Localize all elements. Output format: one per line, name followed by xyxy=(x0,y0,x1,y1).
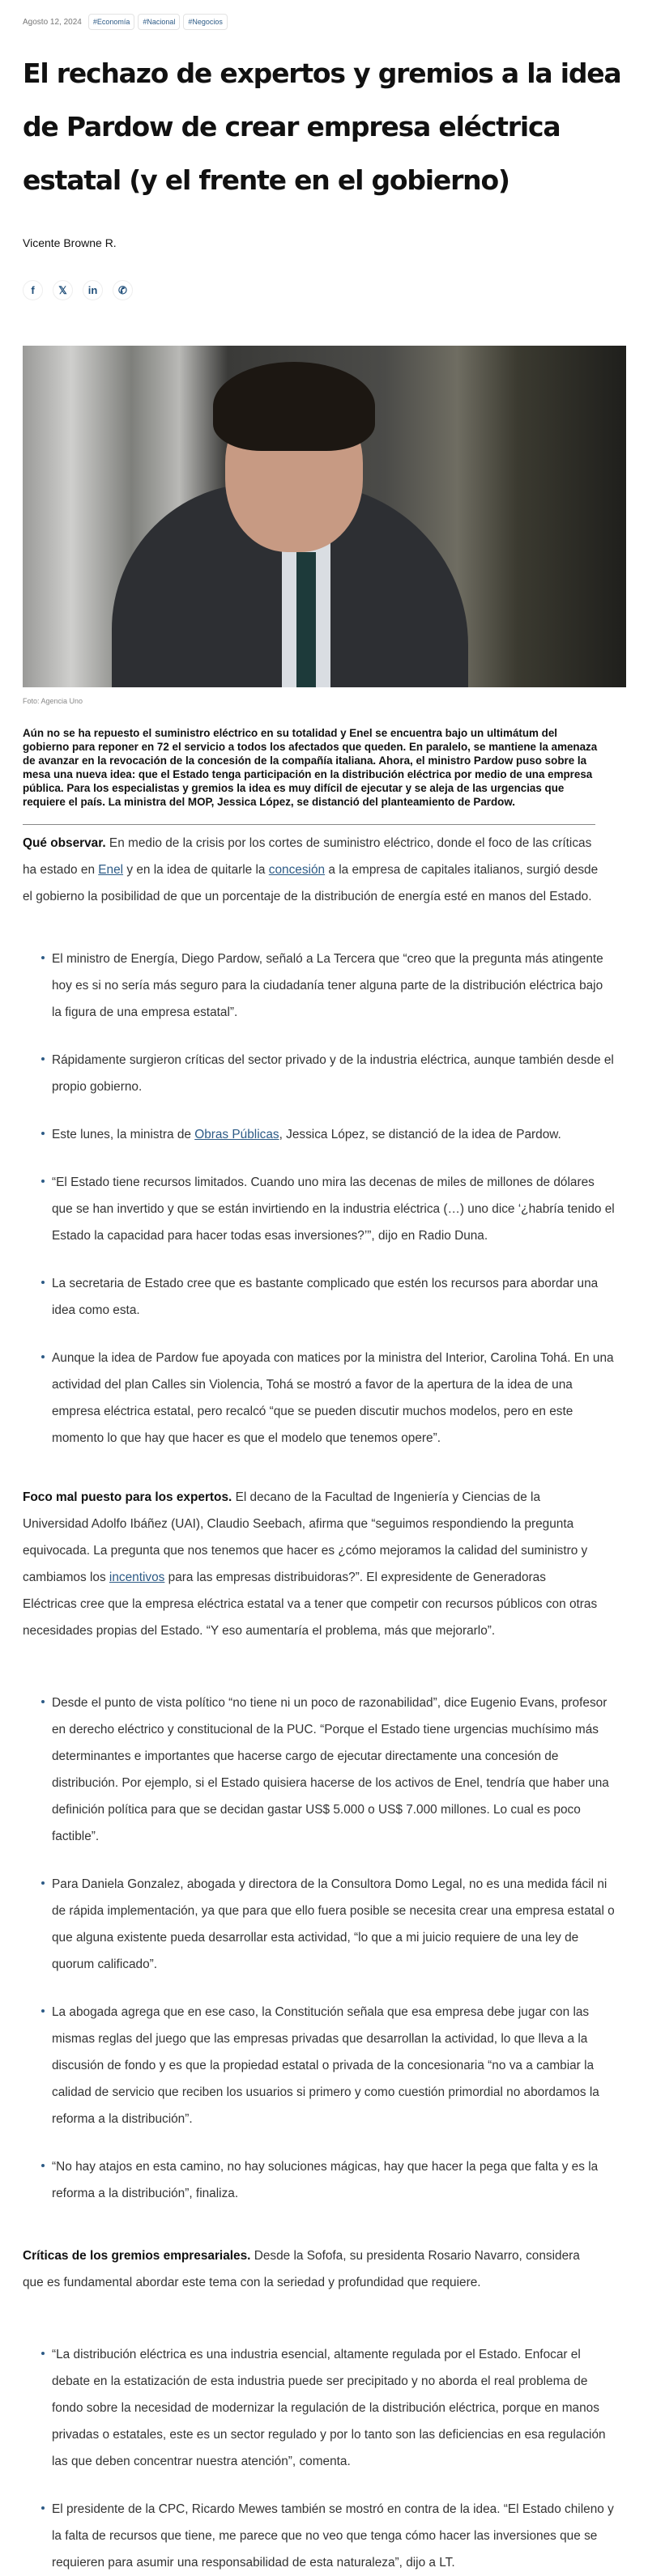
author-name[interactable]: Vicente Browne R. xyxy=(23,236,117,249)
photo-caption: Foto: Agencia Uno xyxy=(23,697,83,705)
list-item: Este lunes, la ministra de Obras Públicas, Jessica López, se distanció de la idea de Pardow. xyxy=(52,1121,615,1148)
publish-date: Agosto 12, 2024 xyxy=(23,17,82,27)
list-item: La abogada agrega que en ese caso, la Constitución señala que esa empresa debe jugar con las mismas reglas del juego que las empresas privadas que desarrollan la actividad, lo que lleva a la discusión de fondo y es que la propiedad estatal o privada de la concesionaria “no va a cambiar la calidad de servicio que reciben los usuarios si primero y como cuestión primordial no abordamos la reforma a la distribución”. xyxy=(52,1999,615,2132)
list-item: Rápidamente surgieron críticas del sector privado y de la industria eléctrica, aunque también desde el propio gobierno. xyxy=(52,1047,615,1100)
x-icon[interactable]: 𝕏 xyxy=(53,280,73,300)
section-que-observar: Qué observar. En medio de la crisis por los cortes de suministro eléctrico, donde el foco de las críticas ha estado en Enel y en la idea de quitarle la concesión a la empresa de capitales italianos, surgió desde el gobierno la posibilidad de que un porcentaje de la distribución de energía esté en manos del Estado. xyxy=(23,836,599,903)
link-obras-publicas[interactable]: Obras Públicas xyxy=(194,1128,279,1141)
share-bar xyxy=(23,280,625,300)
list-item: “La distribución eléctrica es una industria esencial, altamente regulada por el Estado. Enfocar el debate en la estatización de esta industria puede ser precipitado y no aborda el real problema de fondo sobre la necesidad de modernizar la regulación de la distribución eléctrica, porque en manos privadas o estatales, este es un sector regulado y por lo tanto son las deficiencias en esa regulación las que deben concentrar nuestra atención”, comenta. xyxy=(52,2341,615,2475)
list-item: Aunque la idea de Pardow fue apoyada con matices por la ministra del Interior, Carolina Tohá. En una actividad del plan Calles sin Violencia, Tohá se mostró a favor de la apertura de la idea de una empresa eléctrica estatal, pero recalcó “que se pueden discutir muchos modelos, pero en este momento lo que hay que hacer es que el modelo que tenemos opere”. xyxy=(52,1345,615,1452)
bullet-list-1 xyxy=(52,946,615,1452)
list-item: El presidente de la CPC, Ricardo Mewes también se mostró en contra de la idea. “El Estado chileno y la falta de recursos que tiene, me parece que no veo que tenga cómo hacer las inversiones que se requieren para asumir una responsabilidad de esta naturaleza”, dijo a LT. xyxy=(52,2496,615,2576)
link-enel[interactable]: Enel xyxy=(98,863,124,877)
linkedin-icon[interactable]: in xyxy=(83,280,103,300)
list-item: “No hay atajos en esta camino, no hay soluciones mágicas, hay que hacer la pega que falta y es la reforma a la distribución”, finaliza. xyxy=(52,2153,615,2207)
article-photo xyxy=(23,346,626,687)
article-title: El rechazo de expertos y gremios a la idea de Pardow de crear empresa eléctrica estatal (y el frente en el gobierno) xyxy=(23,57,621,196)
list-item: La secretaria de Estado cree que es bastante complicado que estén los recursos para abordar una idea como esta. xyxy=(52,1270,615,1324)
facebook-icon[interactable]: f xyxy=(23,280,43,300)
tag-nacional[interactable]: #Nacional xyxy=(138,14,180,30)
list-item: Para Daniela Gonzalez, abogada y directora de la Consultora Domo Legal, no es una medida fácil ni de rápida implementación, ya que para que ello fuera posible se necesita crear una empresa estatal o que alguna existente pueda desarrollar esta actividad, “lo que a mi juicio requiere de una ley de quorum calificado”. xyxy=(52,1871,615,1978)
tag-economia[interactable]: #Economía xyxy=(88,14,135,30)
list-item: Desde el punto de vista político “no tiene ni un poco de razonabilidad”, dice Eugenio Evans, profesor en derecho eléctrico y constitucional de la PUC. “Porque el Estado tiene urgencias muchísimo más determinantes e importantes que hacerse cargo de ejecutar directamente una concesión de distribución. Por ejemplo, si el Estado quisiera hacerse de los activos de Enel, tendría que haber una definición política para que se decidan gastar US$ 5.000 o US$ 7.000 millones. Lo cual es poco factible”. xyxy=(52,1690,615,1850)
link-concesion[interactable]: concesión xyxy=(268,863,326,877)
whatsapp-icon[interactable]: ✆ xyxy=(113,280,133,300)
section-criticas-gremios: Críticas de los gremios empresariales. Desde la Sofofa, su presidenta Rosario Navarro, considera que es fundamental abordar este tema con la seriedad y profundidad que requiere. xyxy=(23,2249,580,2289)
bullet-list-2 xyxy=(52,1690,615,2207)
list-item: El ministro de Energía, Diego Pardow, señaló a La Tercera que “creo que la pregunta más atingente hoy es si no sería más seguro para la ciudadanía tener alguna parte de la distribución eléctrica bajo la figura de una empresa estatal”. xyxy=(52,946,615,1026)
divider xyxy=(23,824,595,825)
article-meta xyxy=(23,0,625,32)
link-incentivos[interactable]: incentivos xyxy=(109,1571,165,1584)
tag-negocios[interactable]: #Negocios xyxy=(183,14,228,30)
list-item: “El Estado tiene recursos limitados. Cuando uno mira las decenas de miles de millones de dólares que se han invertido y que se están invirtiendo en la industria eléctrica (…) uno dice ‘¿habría tenido el Estado la capacidad para hacer todas esas inversiones?’”, dijo en Radio Duna. xyxy=(52,1169,615,1249)
section-foco-mal-puesto: Foco mal puesto para los expertos. El decano de la Facultad de Ingeniería y Ciencias de la Universidad Adolfo Ibáñez (UAI), Claudio Seebach, afirma que “seguimos respondiendo la pregunta equivocada. La pregunta que nos tenemos que hacer es ¿cómo mejoramos la calidad del suministro y cambiamos los incentivos para las empresas distribuidoras?”. El expresidente de Generadoras Eléctricas cree que la empresa eléctrica estatal va a tener que competir con recursos públicos con otras necesidades propias del Estado. “Y eso aumentaría el problema, más que mejorarlo”. xyxy=(23,1490,598,1638)
article-lead: Aún no se ha repuesto el suministro eléctrico en su totalidad y Enel se encuentra bajo un ultimátum del gobierno para reponer en 72 el servicio a todos los afectados que queden. En paralelo, se mantiene la amenaza de avanzar en la revocación de la concesión de la compañía italiana. Ahora, el ministro Pardow puso sobre la mesa una nueva idea: que el Estado tenga participación en la distribución eléctrica por medio de una empresa pública. Para los especialistas y gremios la idea es muy difícil de ejecutar y se aleja de las urgencias que requiere el país. La ministra del MOP, Jessica López, se distanció del planteamiento de Pardow. xyxy=(23,727,598,808)
bullet-list-3 xyxy=(52,2341,615,2576)
